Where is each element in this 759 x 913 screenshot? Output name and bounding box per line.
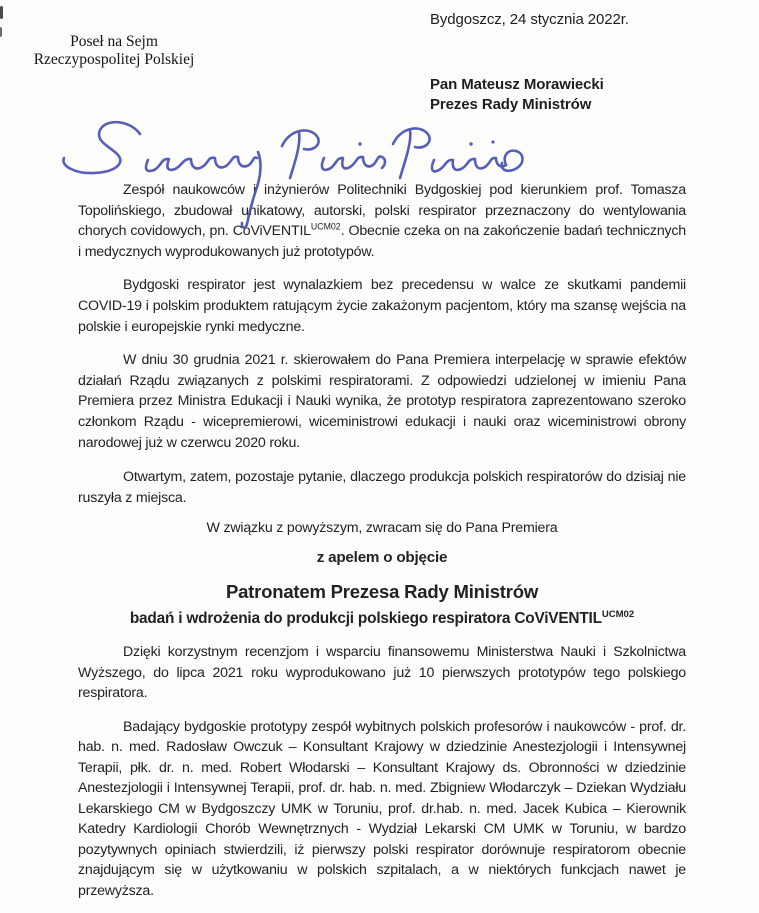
paragraph-respirator-intro: [78, 180, 686, 262]
model-superscript: UCM02: [310, 221, 341, 232]
paragraph-1-text-after: . Obecnie czeka on na zakończenie badań technicznych i medycznych wyprodukowanych już prototypów.: [78, 223, 686, 260]
appeal-heading-3: [78, 609, 686, 630]
letter-body: [78, 180, 686, 901]
appeal-intro-line: W związku z powyższym, zwracam się do Pana Premiera: [206, 520, 558, 537]
date-line: Bydgoszcz, 24 stycznia 2022r.: [430, 11, 629, 28]
recipient-title: Prezes Rady Ministrów: [430, 96, 592, 113]
paragraph-invention: Bydgoski respirator jest wynalazkiem bez precedensu w walce ze skutkami pandemii COVID-19 i polskim produktem ratującym życie zakażonym pacjentom, który ma szansę wejścia na polskie i europejskie rynki medyczne.: [78, 277, 686, 335]
scan-artifact: [0, 27, 2, 37]
recipient-block: [430, 75, 604, 115]
recipient-name: Pan Mateusz Morawiecki: [430, 76, 604, 93]
appeal-heading-1: z apelem o objęcie: [316, 548, 448, 566]
sender-line-1: Poseł na Sejm: [70, 33, 158, 50]
appeal-heading-3-text: badań i wdrożenia do produkcji polskiego respiratora CoViVENTIL: [129, 609, 602, 627]
paragraph-open-question: Otwartym, zatem, pozostaje pytanie, dlaczego produkcja polskich respiratorów do dzisiaj nie ruszyła z miejsca.: [78, 469, 686, 506]
sender-line-2: Rzeczypospolitej Polskiej: [33, 51, 195, 68]
appeal-heading-2: Patronatem Prezesa Rady Ministrów: [225, 580, 539, 602]
paragraph-experts-opinion: Badający bydgoskie prototypy zespół wybitnych polskich profesorów i naukowców - prof. dr. hab. n. med. Radosław Owczuk – Konsultant Krajowy w dziedzinie Anestezjologii i Intensywnej Terapii, płk. dr. n. med. Robert Włodarski – Konsultant Krajowy ds. Obronności w dziedzinie Anestezjologii i Intensywnej Terapii, prof. dr. hab. n. med. Zbigniew Włodarczyk – Dziekan Wydziału Lekarskiego CM w Bydgoszczy UMK w Toruniu, prof. dr.hab. n. med. Jacek Kubica – Kierownik Katedry Kardiologii Chorób Wewnętrznych - Wydział Lekarski CM UMK w Toruniu, w bardzo pozytywnych opiniach stwierdzili, iż pierwszy polski respirator dorównuje respiratorom obecnie znajdującym się w użytkowaniu w polskich szpitalach, a w niektórych funkcjach nawet je przewyższa.: [78, 718, 686, 899]
paragraph-1-text: Zespół naukowców i inżynierów Politechniki Bydgoskiej pod kierunkiem prof. Tomasza Topolińskiego, zbudował unikatowy, autorski, polski respirator przeznaczony do wentylowania chorych covidowych, pn. CoViVENTIL: [78, 182, 686, 240]
paragraph-prototypes: Dzięki korzystnym recenzjom i wsparciu finansowemu Ministerstwa Nauki i Szkolnictwa Wyższego, do lipca 2021 roku wyprodukowano już 10 pierwszych prototypów tego polskiego respiratora.: [78, 644, 686, 702]
model-superscript: UCM02: [601, 608, 635, 620]
sender-block: [14, 33, 214, 69]
scan-artifact: [0, 6, 3, 19]
paragraph-interpellation: W dniu 30 grudnia 2021 r. skierowałem do Pana Premiera interpelację w sprawie efektów działań Rządu związanych z polskimi respiratorami. Z odpowiedzi udzielonej w imieniu Pana Premiera przez Ministra Edukacji i Nauki wynika, że prototyp respiratora zaprezentowano szeroko członkom Rządu - wicepremierowi, wiceministrowi edukacji i nauki oraz wiceministrowi obrony narodowej już w czerwcu 2020 roku.: [78, 352, 686, 451]
